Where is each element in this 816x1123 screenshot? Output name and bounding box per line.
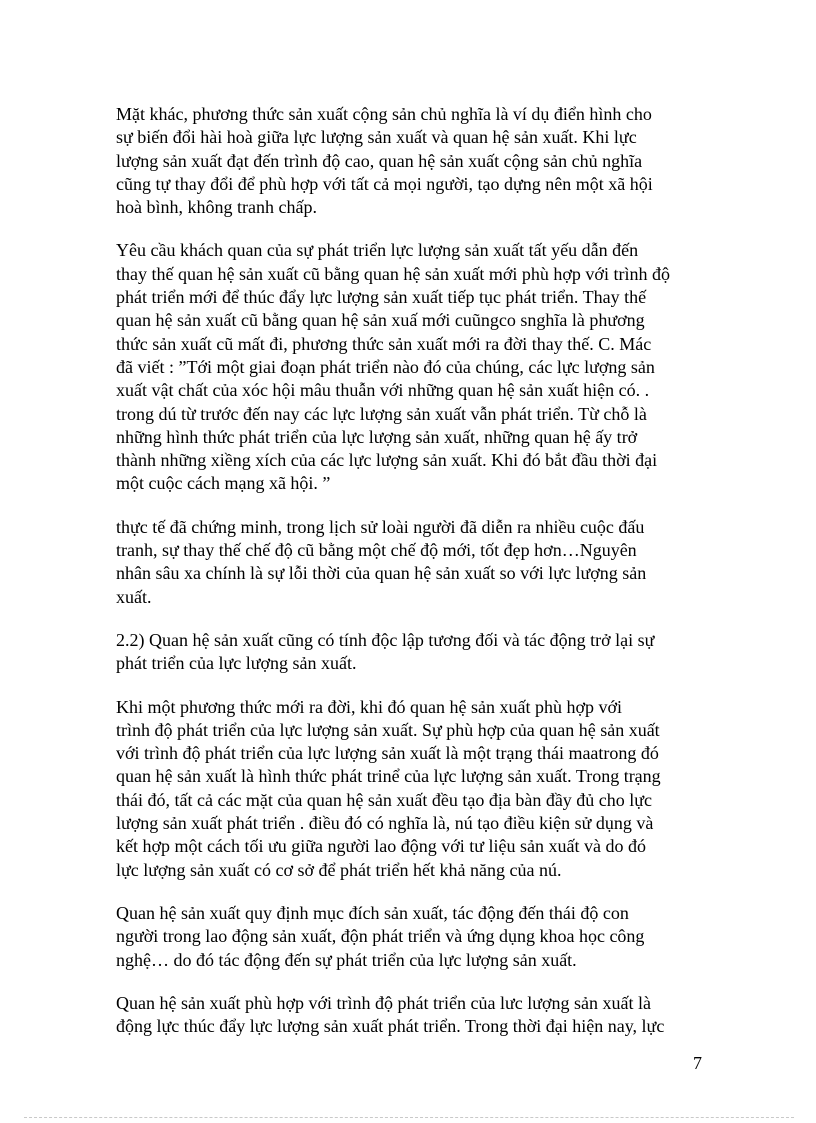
text-line: thái đó, tất cả các mặt của quan hệ sản xuất đều tạo địa bàn đầy đủ cho lực <box>116 789 653 810</box>
text-line: với trình độ phát triển của lực lượng sản xuất là một trạng thái maatrong đó <box>116 743 659 764</box>
text-line: lực lượng sản xuất có cơ sở để phát triển hết khả năng của nú. <box>116 859 562 880</box>
paragraph-1 <box>116 103 706 219</box>
page-number: 7 <box>693 1053 702 1073</box>
paragraph-2 <box>116 239 706 495</box>
text-line: hoà bình, không tranh chấp. <box>116 197 317 218</box>
paragraph-6 <box>116 902 706 972</box>
text-line: lượng sản xuất phát triển . điều đó có nghĩa là, nú tạo điều kiện sử dụng và <box>116 813 654 834</box>
text-line: người trong lao động sản xuất, độn phát triển và ứng dụng khoa học công <box>116 926 645 947</box>
text-line: phát triển của lực lượng sản xuất. <box>116 653 357 674</box>
text-line: kết hợp một cách tối ưu giữa người lao động với tư liệu sản xuất và do đó <box>116 836 646 857</box>
text-line: cũng tự thay đổi để phù hợp với tất cả mọi người, tạo dựng nên một xã hội <box>116 173 653 194</box>
page-bottom-divider <box>24 1117 794 1118</box>
text-line: quan hệ sản xuất là hình thức phát trinể của lực lượng sản xuất. Trong trạng <box>116 766 661 787</box>
text-line: thực tế đã chứng minh, trong lịch sử loài người đã diễn ra nhiều cuộc đấu <box>116 516 645 537</box>
paragraph-7 <box>116 992 706 1039</box>
text-line: đã viết : ”Tới một giai đoạn phát triển nào đó của chúng, các lực lượng sản <box>116 356 655 377</box>
text-line: thành những xiềng xích của các lực lượng sản xuất. Khi đó bắt đầu thời đại <box>116 450 658 471</box>
text-line: tranh, sự thay thế chế độ cũ bằng một chế độ mới, tốt đẹp hơn…Nguyên <box>116 540 637 561</box>
paragraph-4 <box>116 629 706 676</box>
text-line: nhân sâu xa chính là sự lỗi thời của quan hệ sản xuất so với lực lượng sản <box>116 563 647 584</box>
text-line: lượng sản xuất đạt đến trình độ cao, quan hệ sản xuất cộng sản chủ nghĩa <box>116 150 643 171</box>
text-line: Quan hệ sản xuất quy định mục đích sản xuất, tác động đến thái độ con <box>116 902 629 923</box>
text-line: nghệ… do đó tác động đến sự phát triển của lực lượng sản xuất. <box>116 949 577 970</box>
text-line: sự biến đổi hài hoà giữa lực lượng sản xuất và quan hệ sản xuất. Khi lực <box>116 127 637 148</box>
text-line: trình độ phát triển của lực lượng sản xuất. Sự phù hợp của quan hệ sản xuất <box>116 719 660 740</box>
text-line: thức sản xuất cũ mất đi, phương thức sản xuất mới ra đời thay thế. C. Mác <box>116 333 652 354</box>
text-line: 2.2) Quan hệ sản xuất cũng có tính độc lập tương đối và tác động trở lại sự <box>116 629 655 650</box>
text-line: Quan hệ sản xuất phù hợp với trình độ phát triển của lưc lượng sản xuất là <box>116 992 651 1013</box>
text-line: động lực thúc đẩy lực lượng sản xuất phát triển. Trong thời đại hiện nay, lực <box>116 1016 665 1037</box>
text-line: Khi một phương thức mới ra đời, khi đó quan hệ sản xuất phù hợp với <box>116 696 623 717</box>
text-line: Yêu cầu khách quan của sự phát triển lực lượng sản xuất tất yếu dẫn đến <box>116 240 639 261</box>
paragraph-3 <box>116 516 706 609</box>
text-line: phát triển mới để thúc đẩy lực lượng sản xuất tiếp tục phát triển. Thay thế <box>116 287 647 308</box>
text-line: thay thế quan hệ sản xuất cũ bằng quan hệ sản xuất mới phù hợp với trình độ <box>116 263 670 284</box>
text-line: một cuộc cách mạng xã hội. ” <box>116 473 331 494</box>
document-body <box>116 103 706 1058</box>
text-line: trong dú từ trước đến nay các lực lượng sản xuất vẫn phát triển. Từ chỗ là <box>116 403 647 424</box>
text-line: xuất vật chất của xóc hội mâu thuẫn với những quan hệ sản xuất hiện có. . <box>116 380 650 401</box>
text-line: quan hệ sản xuất cũ bằng quan hệ sản xuấ mới cuũngco snghĩa là phương <box>116 310 645 331</box>
text-line: Mặt khác, phương thức sản xuất cộng sản chủ nghĩa là ví dụ điển hình cho <box>116 104 652 124</box>
text-line: những hình thức phát triển của lực lượng sản xuất, những quan hệ ấy trở <box>116 426 638 447</box>
paragraph-5 <box>116 696 706 882</box>
text-line: xuất. <box>116 586 152 607</box>
